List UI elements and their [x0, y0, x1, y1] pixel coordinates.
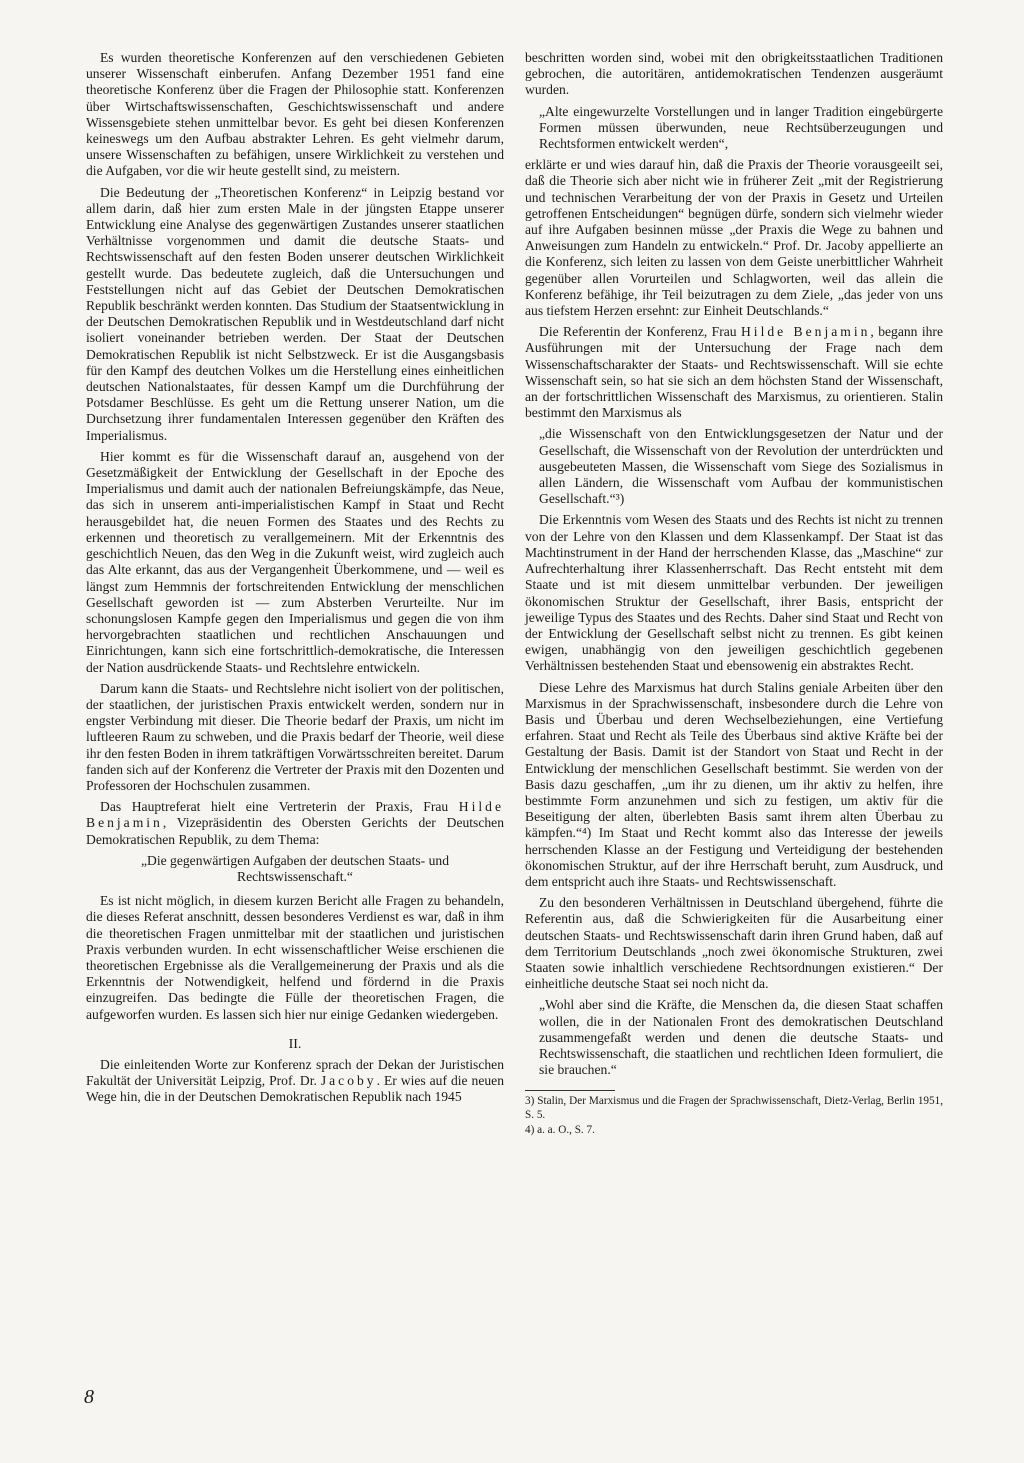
section-heading: II.	[288, 1036, 302, 1052]
paragraph: erklärte er und wies darauf hin, daß die Praxis der Theorie vorausgeeilt sei, daß die Theorie sich aber nicht wie in früherer Zeit „mit der Registrierung und technischen Verarbeitung der von der Praxis in Gesetz und Urteilen getroffenen Entscheidungen“ begnügen dürfe, sondern sich vielmehr wieder auf ihre Aufgaben besinnen müsse „der Praxis die Wege zu bahnen und Anweisungen zum Handeln zu entwickeln.“ Prof. Dr. Jacoby appellierte an die Konferenz, sich leiten zu lassen von dem Geiste unerbittlicher Wahrheit gegenüber allen Vorurteilen und Schlagworten, weil das allein die Konferenz befähige, ihr Teil beizutragen zu dem Ziele, „das jeder von uns aus tiefstem Herzen ersehnt: zur Einheit Deutschlands.“	[525, 157, 943, 319]
paragraph: Zu den besonderen Verhältnissen in Deutschland übergehend, führte die Referentin aus, daß die Schwierigkeiten für die Ausarbeitung einer deutschen Staats- und Rechtswissenschaft darin ihren Grund haben, daß auf dem Territorium Deutschlands „noch zwei ökonomische Strukturen, zwei Staaten sowie inhaltlich verschiedene Rechtsordnungen existieren.“ Der einheitliche deutsche Staat sei noch nicht da.	[525, 895, 943, 992]
page-number: 8	[84, 1386, 94, 1408]
quotation: „die Wissenschaft von den Entwicklungsgesetzen der Natur und der Gesellschaft, die Wissenschaft von der Revolution der unterdrückten und ausgebeuteten Massen, die Wissenschaft vom Siege des Sozialismus in allen Ländern, die Wissenschaft vom Aufbau der kommunistischen Gesellschaft.“³)	[539, 426, 943, 507]
paragraph	[86, 1057, 504, 1106]
text-run: Die einleitenden Worte zur Konferenz sprach der Dekan der Juristischen Fakultät der Universität Leipzig, Prof. Dr.	[86, 1056, 504, 1089]
text-run: Das Hauptreferat hielt eine Vertreterin der Praxis, Frau	[100, 799, 459, 815]
footnote: 4) a. a. O., S. 7.	[525, 1124, 595, 1137]
paragraph	[86, 799, 504, 848]
paragraph: beschritten worden sind, wobei mit den obrigkeitsstaatlichen Traditionen gebrochen, die autoritären, antidemokratischen Tendenzen ausgeräumt wurden.	[525, 50, 943, 98]
text-run: , begann ihre Ausführungen mit der Untersuchung der Frage nach dem Wissenschaftscharakter der Staats- und Rechtswissenschaft. Will sie echte Wissenschaft sein, so hat sie sich an dem höchsten Stand der Wissenschaft, an der fortschrittlichen Wissenschaft des Marxismus, zu orientieren. Stalin bestimmt den Marxismus als	[525, 324, 943, 421]
right-column	[525, 50, 943, 1140]
footnote-divider	[525, 1090, 615, 1091]
paragraph: Darum kann die Staats- und Rechtslehre nicht isoliert von der politischen, der staatlichen, der juristischen Praxis entwickelt werden, sondern nur in engster Verbindung mit dieser. Die Theorie bedarf der Praxis, um nicht im luftleeren Raum zu schweben, und die Praxis bedarf der Theorie, weil diese ihr den festen Boden in ihrem tatkräftigen Vorwärtsschreiten bereitet. Darum fanden sich auf der Konferenz die Vertreter der Praxis mit den Dozenten und Professoren der Hochschulen zusammen.	[86, 680, 504, 793]
text-run: . Er wies auf die neuen Wege hin, die in der Deutschen Demokratischen Republik nach 1945	[86, 1073, 505, 1105]
left-column	[86, 50, 504, 1111]
quotation: „Alte eingewurzelte Vorstellungen und in langer Tradition eingebürgerte Formen müssen überwunden, neue Rechtsüberzeugungen und Rechtsformen entwickelt werden“,	[539, 103, 943, 152]
text-run: , Vizepräsidentin des Obersten Gerichts der Deutschen Demokratischen Republik, zu dem Thema:	[86, 815, 504, 847]
person-name: Jacoby	[320, 1073, 377, 1089]
paragraph: Hier kommt es für die Wissenschaft darauf an, ausgehend von der Gesetzmäßigkeit der Entwicklung der Gesellschaft in der Epoche des Imperialismus und damit auch der nationalen Befreiungskämpfe, das Neue, das sich in unserem anti-imperialistischen Kampf in Staat und Recht herausgebildet hat, die neuen Formen des Staates und des Rechts zu erkennen und theoretisch zu verallgemeinern. Mit der Erkenntnis des geschichtlich Neuen, das den Weg in die Zukunft weist, wird zugleich auch das Alte erkannt, das aus der Vergangenheit Überkommene, und — weil es längst zum Hemmnis der fortschreitenden Entwicklung der menschlichen Gesellschaft geworden ist — zum Absterben Verurteilte. Nur im schonungslosen Kampfe gegen den Imperialismus und gegen die von ihm hervorgebrachten staatlichen und rechtlichen Anschauungen und Einrichtungen, kann sich eine fortschrittlich-demokratische, die Interessen der Nation ausdrückende Staats- und Rechtslehre entwickeln.	[86, 448, 504, 675]
paragraph: Die Erkenntnis vom Wesen des Staats und des Rechts ist nicht zu trennen von der Lehre von den Klassen und dem Klassenkampf. Der Staat ist das Machtinstrument in der Hand der herrschenden Klasse, das „Maschine“ zur Aufrechterhaltung ihrer Klassenherrschaft. Das Recht entsteht mit dem Staate und ist mit diesem unmittelbar verbunden. Der jeweiligen ökonomischen Struktur der Gesellschaft, ihrer Basis, entspricht der jeweilige Typus des Staates und des Rechts. Daher sind Staat und Recht von der Entwicklung der Gesellschaft selbst nicht zu trennen. Es gibt keinen ewigen, unabhängig von den jeweiligen geschichtlich gegebenen Verhältnissen bestehenden Staat und ebensowenig ein abstraktes Recht.	[525, 512, 943, 674]
paragraph: Es wurden theoretische Konferenzen auf den verschiedenen Gebieten unserer Wissenschaft einberufen. Anfang Dezember 1951 fand eine theoretische Konferenz über die Fragen der Philosophie statt. Konferenzen über Wirtschaftswissenschaften, Geschichtswissenschaft und andere Wissensgebiete stehen unmittelbar bevor. Es geht bei diesen Konferenzen keineswegs um den Aufbau abstrakter Lehren. Es geht vielmehr darum, unsere Wissenschaften zu befähigen, unsere Wirklichkeit zu verstehen und die Aufgaben, vor die wir heute gestellt sind, zu meistern.	[86, 50, 504, 179]
paragraph	[525, 324, 943, 421]
person-name: Hilde Benjamin	[740, 324, 871, 340]
paragraph: Diese Lehre des Marxismus hat durch Stalins geniale Arbeiten über den Marxismus in der Sprachwissenschaft, insbesondere durch die Lehre von Basis und Überbau und deren Wechselbeziehungen, eine Vertiefung erfahren. Staat und Recht als Teile des Überbaus sind aktive Kräfte bei der Gestaltung der Basis. Damit ist der Standort von Staat und Recht in der Entwicklung der menschlichen Gesellschaft bestimmt. Sie werden von der Basis dazu geschaffen, „um ihr zu dienen, um ihr aktiv zu helfen, ihre bestimmte Form anzunehmen und sich zu festigen, um aktiv für die Beseitigung der alten, überlebten Basis samt ihrem alten Überbau zu kämpfen.“⁴) Im Staat und Recht kommt also das Interesse der jeweils herrschenden Klasse an der Festigung und Verteidigung der bestehenden ökonomischen Struktur, auf der ihre Herrschaft beruht, zum Ausdruck, und dem entspricht auch ihre Staats- und Rechtswissenschaft.	[525, 679, 943, 889]
paragraph: Die Bedeutung der „Theoretischen Konferenz“ in Leipzig bestand vor allem darin, daß hier zum ersten Male in der jüngsten Etappe unserer Entwicklung eine Analyse des gegenwärtigen Zustandes unserer staatlichen Verhältnisse vorgenommen und damit die deutsche Staats- und Rechtswissenschaft auf den festen Boden unserer deutschen Wirklichkeit gestellt wurde. Das bedeutete zugleich, daß die Untersuchungen und Feststellungen nicht auf das Gebiet der Deutschen Demokratischen Republik beschränkt werden konnten. Das Studium der Staatsentwicklung in der Deutschen Demokratischen Republik und in Westdeutschland darf nicht isoliert voneinander betrieben werden. Der Staat der Deutschen Demokratischen Republik ist nicht Selbstzweck. Er ist die Ausgangsbasis für den Kampf des deutchen Volkes um die Herstellung eines einheitlichen deutschen Nationalstaates, für dessen Kampf um die Durchführung der Potsdamer Beschlüsse. Es geht um die Rettung unserer Nation, um die Durchsetzung ihrer fundamentalen Interessen gegenüber den Kräften des Imperialismus.	[86, 184, 504, 443]
paragraph: Es ist nicht möglich, in diesem kurzen Bericht alle Fragen zu behandeln, die dieses Referat anschnitt, dessen besonderes Verdienst es war, daß in ihm die theoretischen Fragen unmittelbar mit der staatlichen und juristischen Praxis verbunden wurden. In echt wissenschaftlicher Weise erschienen die theoretischen Ergebnisse als die Verallgemeinerung der Praxis und als die Erkenntnis der Notwendigkeit, helfend und fördernd in die Praxis einzugreifen. Das bedingte die Fülle der theoretischen Fragen, die aufgeworfen wurden. Es lassen sich hier nur einige Gedanken wiedergeben.	[86, 893, 504, 1022]
quotation: „Die gegenwärtigen Aufgaben der deutschen Staats- und Rechtswissenschaft.“	[140, 852, 450, 884]
quotation: „Wohl aber sind die Kräfte, die Menschen da, die diesen Staat schaffen wollen, die in der Nationalen Front des demokratischen Deutschland zusammengefaßt werden und denen die deutsche Staats- und Rechtswissenschaft, die staatlichen und rechtlichen Ideen formuliert, die sie brauchen.“	[539, 997, 943, 1078]
person-name: Hilde Benjamin	[86, 799, 504, 831]
footnote: 3) Stalin, Der Marxismus und die Fragen der Sprachwissenschaft, Dietz-Verlag, Berlin 1951, S. 5.	[525, 1095, 943, 1121]
text-run: Die Referentin der Konferenz, Frau	[539, 324, 741, 340]
